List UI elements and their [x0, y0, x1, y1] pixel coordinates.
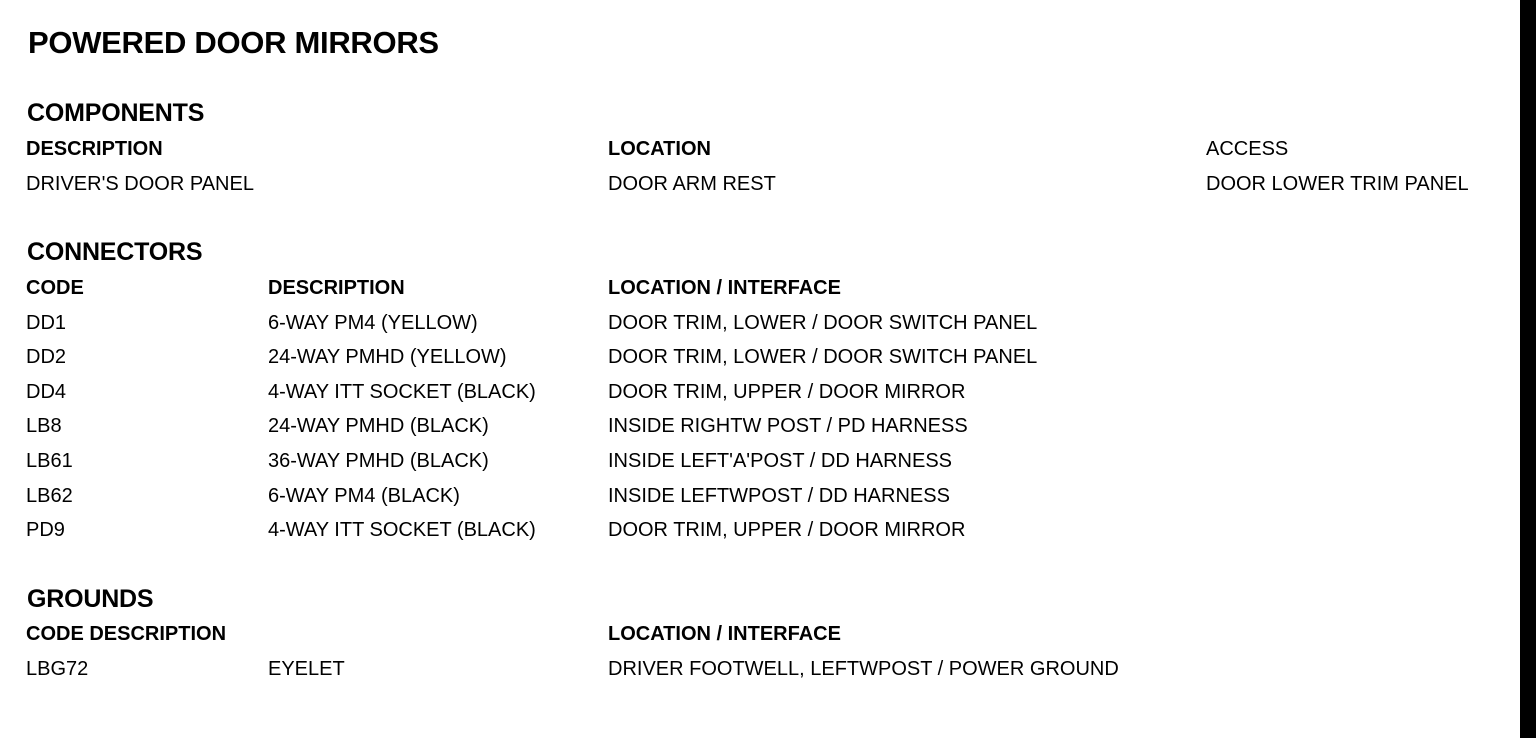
component-description: DRIVER'S DOOR PANEL: [26, 173, 254, 195]
connector-code: LB61: [26, 450, 73, 472]
connector-code: LB8: [26, 415, 62, 437]
page-edge-bar: [1520, 0, 1536, 738]
components-heading: COMPONENTS: [27, 99, 205, 127]
page-title: POWERED DOOR MIRRORS: [28, 25, 439, 60]
connectors-col-code: CODE: [26, 277, 84, 299]
connector-location: DOOR TRIM, UPPER / DOOR MIRROR: [608, 381, 966, 403]
connector-code: DD4: [26, 381, 67, 403]
connectors-col-description: DESCRIPTION: [268, 277, 405, 299]
connector-code: DD1: [26, 312, 67, 334]
connector-description: 24-WAY PMHD (YELLOW): [268, 346, 507, 368]
connectors-heading: CONNECTORS: [27, 238, 203, 266]
connector-description: 24-WAY PMHD (BLACK): [268, 415, 489, 437]
connectors-col-location: LOCATION / INTERFACE: [608, 277, 841, 299]
ground-description: EYELET: [268, 658, 345, 680]
connector-location: DOOR TRIM, LOWER / DOOR SWITCH PANEL: [608, 312, 1038, 334]
ground-code: LBG72: [26, 658, 89, 680]
connector-location: DOOR TRIM, UPPER / DOOR MIRROR: [608, 519, 966, 541]
connector-description: 4-WAY ITT SOCKET (BLACK): [268, 519, 536, 541]
components-col-description: DESCRIPTION: [26, 138, 163, 160]
grounds-col-code-description: CODE DESCRIPTION: [26, 623, 227, 645]
connector-location: INSIDE RIGHTW POST / PD HARNESS: [608, 415, 968, 437]
ground-location: DRIVER FOOTWELL, LEFTWPOST / POWER GROUND: [608, 658, 1119, 680]
connector-description: 6-WAY PM4 (YELLOW): [268, 312, 478, 334]
grounds-col-location: LOCATION / INTERFACE: [608, 623, 841, 645]
components-col-access: ACCESS: [1206, 138, 1289, 160]
connector-description: 36-WAY PMHD (BLACK): [268, 450, 489, 472]
connector-description: 6-WAY PM4 (BLACK): [268, 485, 460, 507]
component-location: DOOR ARM REST: [608, 173, 776, 195]
connector-code: LB62: [26, 485, 73, 507]
grounds-heading: GROUNDS: [27, 585, 154, 613]
components-col-location: LOCATION: [608, 138, 711, 160]
connector-code: DD2: [26, 346, 67, 368]
connector-code: PD9: [26, 519, 65, 541]
connector-location: INSIDE LEFT'A'POST / DD HARNESS: [608, 450, 953, 472]
connector-description: 4-WAY ITT SOCKET (BLACK): [268, 381, 536, 403]
component-access: DOOR LOWER TRIM PANEL: [1206, 173, 1469, 195]
connector-location: DOOR TRIM, LOWER / DOOR SWITCH PANEL: [608, 346, 1038, 368]
connector-location: INSIDE LEFTWPOST / DD HARNESS: [608, 485, 950, 507]
